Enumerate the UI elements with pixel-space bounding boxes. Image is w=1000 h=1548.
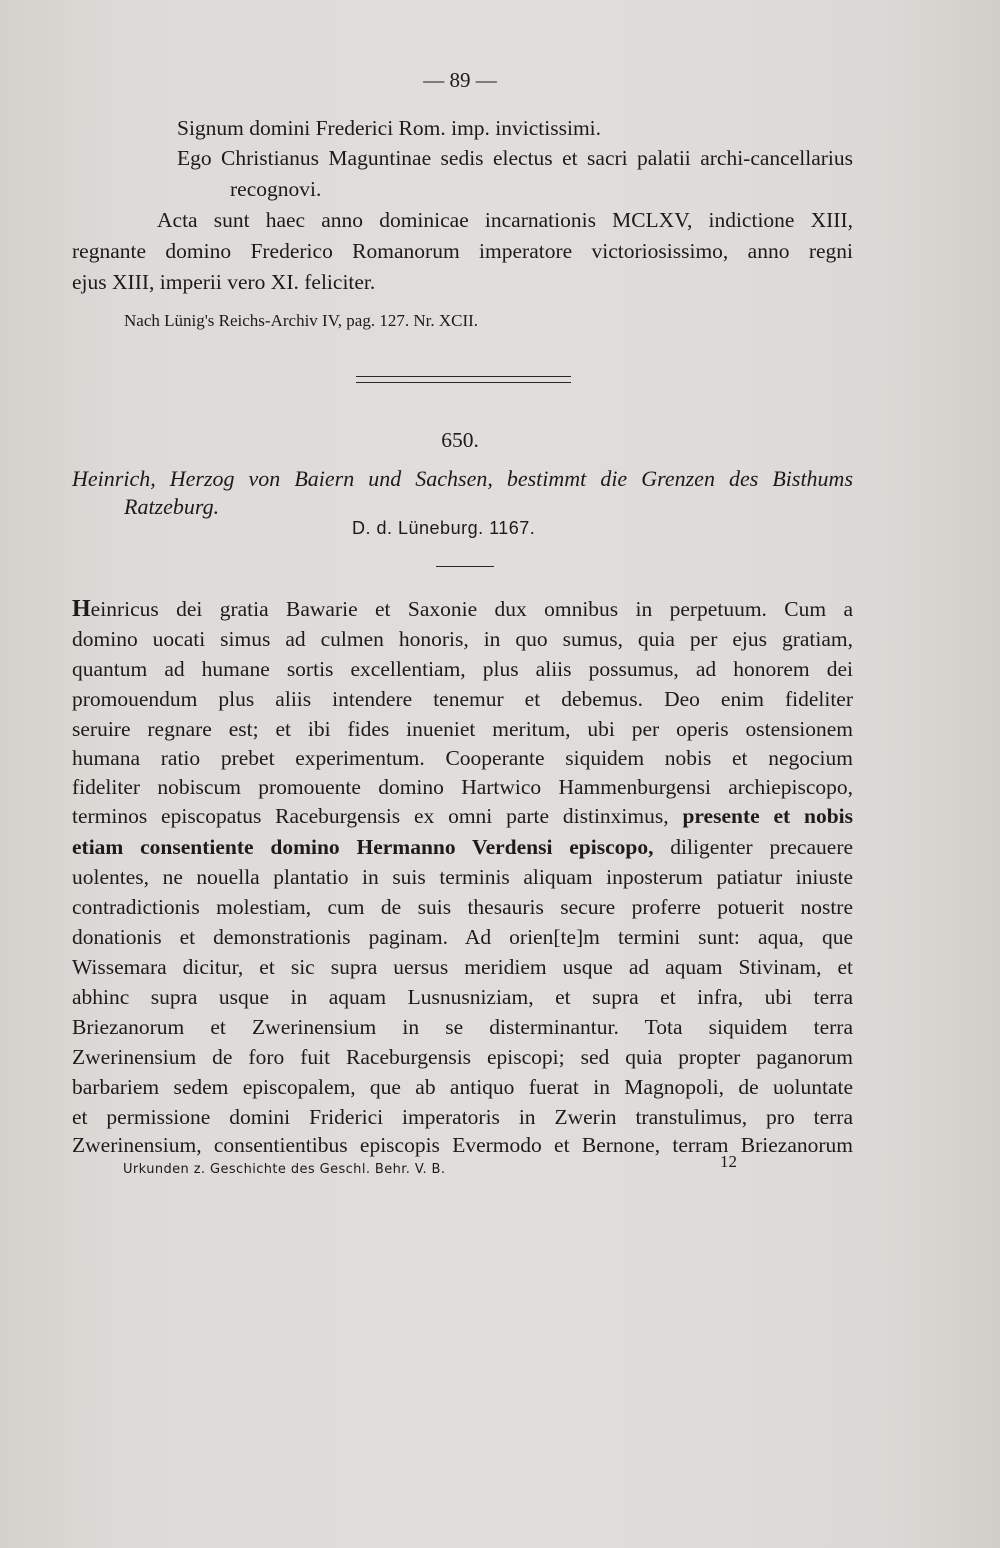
body-line-15: Briezanorum et Zwerinensium in se disterminantur. Tota siquidem terra [72,1015,853,1039]
body-line-8 [72,803,853,829]
body-line-12: donationis et demonstrationis paginam. Ad orien[te]m termini sunt: aqua, que [72,925,853,949]
body-line-8-text: terminos episcopatus Raceburgensis ex omni parte distinximus, [72,804,669,828]
body-line-11: contradictionis molestiam, cum de suis thesauris secure proferre potuerit nostre [72,895,853,919]
short-rule-divider [436,566,494,567]
body-line-3: quantum ad humane sortis excellentiam, plus aliis possumus, ad honorem dei [72,657,853,681]
body-line-13: Wissemara dicitur, et sic supra uersus meridiem usque ad aquam Stivinam, et [72,955,853,979]
document-number: 650. [441,428,479,452]
drop-cap: H [72,596,91,622]
acta-line-1: Acta sunt haec anno dominicae incarnationis MCLXV, indictione XIII, [157,208,853,232]
body-line-2: domino uocati simus ad culmen honoris, in quo sumus, quia per ejus gratiam, [72,627,853,651]
body-line-7: fideliter nobiscum promouente domino Hartwico Hammenburgensi archiepiscopo, [72,775,853,799]
acta-line-2: regnante domino Frederico Romanorum imperatore victoriosissimo, anno regni [72,239,853,263]
ego-line-1: Ego Christianus Maguntinae sedis electus et sacri palatii archi-cancellarius [177,146,853,170]
document-heading-line-1: Heinrich, Herzog von Baiern und Sachsen, bestimmt die Grenzen des Bisthums [72,466,853,491]
body-line-9 [72,834,853,860]
body-line-10: uolentes, ne nouella plantatio in suis terminis aliquam inposterum patiatur iniuste [72,865,853,889]
dateline: D. d. Lüneburg. 1167. [352,518,536,538]
acta-line-3: ejus XIII, imperii vero XI. feliciter. [72,270,376,294]
double-rule-divider [356,376,571,383]
body-line-14: abhinc supra usque in aquam Lusnusniziam, et supra et infra, ubi terra [72,985,853,1009]
body-line-6: humana ratio prebet experimentum. Cooperante siquidem nobis et negocium [72,746,853,770]
body-line-5: seruire regnare est; et ibi fides inueniet meritum, ubi per operis ostensionem [72,717,853,741]
body-line-18: et permissione domini Friderici imperatoris in Zwerin transtulimus, pro terra [72,1105,853,1129]
body-line-1-text: einricus dei gratia Bawarie et Saxonie dux omnibus in perpetuum. Cum a [90,597,853,621]
body-line-4: promouendum plus aliis intendere tenemur et debemus. Deo enim fideliter [72,687,853,711]
document-heading-line-2: Ratzeburg. [124,494,220,519]
body-line-19: Zwerinensium, consentientibus episcopis Evermodo et Bernone, terram Briezanorum [72,1133,853,1157]
body-line-8-bold: presente et nobis [682,804,853,828]
ego-line-2: recognovi. [230,177,322,201]
body-line-16: Zwerinensium de foro fuit Raceburgensis episcopi; sed quia propter paganorum [72,1045,853,1069]
signum-line: Signum domini Frederici Rom. imp. invictissimi. [177,116,602,140]
source-citation: Nach Lünig's Reichs-Archiv IV, pag. 127. Nr. XCII. [124,311,479,330]
page-number: — 89 — [423,68,497,92]
body-line-9-bold: etiam consentiente domino Hermanno Verdensi episcopo, [72,835,654,859]
footer-sheet-number: 12 [720,1152,737,1171]
body-line-17: barbariem sedem episcopalem, que ab antiquo fuerat in Magnopoli, de uoluntate [72,1075,853,1099]
body-line-1 [72,596,853,622]
footer-signature: Urkunden z. Geschichte des Geschl. Behr. V. B. [123,1162,446,1177]
body-line-9-text: diligenter precauere [670,835,854,859]
